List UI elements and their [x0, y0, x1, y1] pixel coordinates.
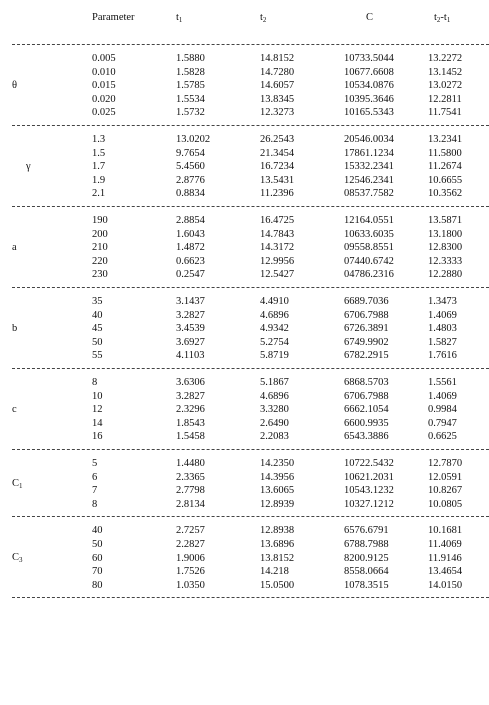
- cell-t2: 13.8152: [260, 552, 295, 564]
- cell-t2-minus-t1: 1.4803: [428, 323, 457, 335]
- table-header: [0, 12, 489, 26]
- table-row: [0, 580, 489, 593]
- cell-parameter: 0.015: [92, 80, 116, 92]
- cell-t2: 14.7843: [260, 228, 295, 240]
- cell-t2-minus-t1: 13.5871: [428, 215, 463, 226]
- cell-t2: 14.218: [260, 566, 289, 578]
- cell-t1: 0.2547: [176, 269, 205, 281]
- table-row: [0, 499, 489, 512]
- cell-t2-minus-t1: 12.0591: [428, 471, 463, 483]
- table-row: [0, 188, 489, 201]
- cell-c: 10327.1212: [344, 498, 394, 510]
- group-label: c: [12, 404, 17, 415]
- cell-t2: 5.2754: [260, 336, 289, 348]
- cell-c: 8200.9125: [344, 552, 389, 564]
- cell-c: 15332.2341: [344, 161, 394, 173]
- cell-t1: 3.4539: [176, 323, 205, 335]
- cell-parameter: 5: [92, 458, 98, 469]
- cell-t2-minus-t1: 10.6655: [428, 174, 463, 186]
- cell-t2-minus-t1: 12.7870: [428, 458, 463, 469]
- cell-t1: 0.6623: [176, 255, 205, 267]
- header-t1: $t_1$: [176, 12, 183, 24]
- cell-t1: 3.6306: [176, 377, 205, 388]
- cell-t2-minus-t1: 1.4069: [428, 390, 457, 402]
- cell-t1: 3.2827: [176, 390, 205, 402]
- cell-c: 6600.9935: [344, 417, 389, 429]
- table-row: [0, 175, 489, 188]
- cell-t1: 2.8134: [176, 498, 205, 510]
- cell-t2: 5.8719: [260, 350, 289, 362]
- cell-c: 6726.3891: [344, 323, 389, 335]
- cell-parameter: 1.9: [92, 174, 106, 186]
- group-divider: [12, 44, 489, 45]
- cell-t2-minus-t1: 11.4069: [428, 539, 462, 550]
- cell-parameter: 1.3: [92, 134, 106, 145]
- table-row: [0, 107, 489, 120]
- cell-t2: 14.3172: [260, 242, 295, 254]
- table-row: [0, 431, 489, 444]
- cell-t1: 1.6043: [176, 228, 205, 240]
- cell-parameter: 12: [92, 404, 103, 416]
- table-row: [0, 215, 489, 228]
- table-row: [0, 296, 489, 309]
- group-divider: [12, 206, 489, 207]
- cell-c: 10633.6035: [344, 228, 394, 240]
- cell-t2-minus-t1: 10.8267: [428, 485, 463, 497]
- table-row: [0, 485, 489, 498]
- cell-c: 17861.1234: [344, 147, 394, 159]
- cell-t1: 1.5828: [176, 66, 205, 78]
- cell-parameter: 70: [92, 566, 103, 578]
- cell-c: 6788.7988: [344, 539, 389, 550]
- cell-t1: 1.5458: [176, 431, 205, 443]
- cell-t2: 4.4910: [260, 296, 289, 307]
- cell-parameter: 8: [92, 377, 98, 388]
- cell-t2-minus-t1: 12.2880: [428, 269, 463, 281]
- table-row: [0, 404, 489, 417]
- cell-parameter: 0.025: [92, 107, 116, 119]
- cell-t1: 13.0202: [176, 134, 211, 145]
- cell-parameter: 50: [92, 336, 103, 348]
- cell-t2-minus-t1: 11.9146: [428, 552, 462, 564]
- cell-t1: 1.5732: [176, 107, 205, 119]
- cell-c: 07440.6742: [344, 255, 394, 267]
- cell-parameter: 10: [92, 390, 103, 402]
- cell-t2: 12.3273: [260, 107, 295, 119]
- cell-t2: 5.1867: [260, 377, 289, 388]
- cell-t2-minus-t1: 1.4069: [428, 309, 457, 321]
- cell-parameter: 40: [92, 525, 103, 537]
- cell-parameter: 230: [92, 269, 108, 281]
- cell-c: 12164.0551: [344, 215, 394, 226]
- cell-c: 20546.0034: [344, 134, 394, 145]
- cell-t1: 1.5534: [176, 93, 205, 105]
- cell-t2-minus-t1: 1.3473: [428, 296, 457, 307]
- cell-parameter: 190: [92, 215, 108, 226]
- cell-t2-minus-t1: 10.3562: [428, 188, 463, 200]
- cell-t1: 3.2827: [176, 309, 205, 321]
- cell-parameter: 14: [92, 417, 103, 429]
- cell-t2: 12.8938: [260, 525, 295, 537]
- cell-c: 6706.7988: [344, 309, 389, 321]
- cell-t2-minus-t1: 0.9984: [428, 404, 457, 416]
- cell-t1: 1.5880: [176, 53, 205, 64]
- header-parameter: Parameter: [92, 12, 135, 23]
- cell-parameter: 55: [92, 350, 103, 362]
- cell-parameter: 6: [92, 471, 98, 483]
- cell-t1: 1.9006: [176, 552, 205, 564]
- cell-t2: 21.3454: [260, 147, 295, 159]
- cell-t2: 2.6490: [260, 417, 289, 429]
- group-divider: [12, 125, 489, 126]
- table-row: [0, 458, 489, 471]
- cell-t2-minus-t1: 13.2272: [428, 53, 463, 64]
- table-row: [0, 418, 489, 431]
- group-divider: [12, 368, 489, 369]
- cell-t2: 14.8152: [260, 53, 295, 64]
- table-row: [0, 256, 489, 269]
- table-row: [0, 472, 489, 485]
- cell-t2-minus-t1: 0.7947: [428, 417, 457, 429]
- cell-c: 10395.3646: [344, 93, 394, 105]
- cell-t2-minus-t1: 12.2811: [428, 93, 462, 105]
- cell-parameter: 60: [92, 552, 103, 564]
- cell-t2-minus-t1: 1.5827: [428, 336, 457, 348]
- table-row: [0, 67, 489, 80]
- cell-parameter: 80: [92, 579, 103, 591]
- cell-parameter: 1.7: [92, 161, 106, 173]
- cell-t1: 3.1437: [176, 296, 205, 307]
- cell-t2-minus-t1: 11.7541: [428, 107, 462, 119]
- cell-t1: 2.3365: [176, 471, 205, 483]
- group-label: b: [12, 323, 18, 334]
- cell-t1: 1.4480: [176, 458, 205, 469]
- group-divider: [12, 597, 489, 598]
- cell-t1: 1.0350: [176, 579, 205, 591]
- cell-c: 12546.2341: [344, 174, 394, 186]
- cell-c: 10543.1232: [344, 485, 394, 497]
- cell-t1: 2.7798: [176, 485, 205, 497]
- cell-t2-minus-t1: 1.5561: [428, 377, 457, 388]
- cell-t1: 1.7526: [176, 566, 205, 578]
- cell-c: 6782.2915: [344, 350, 389, 362]
- cell-c: 6662.1054: [344, 404, 389, 416]
- cell-t2: 13.5431: [260, 174, 295, 186]
- cell-t1: 3.6927: [176, 336, 205, 348]
- table-row: [0, 377, 489, 390]
- cell-parameter: 50: [92, 539, 103, 550]
- table-row: [0, 53, 489, 66]
- group-label: $C_3$: [12, 552, 23, 565]
- cell-c: 1078.3515: [344, 579, 389, 591]
- table-row: [0, 310, 489, 323]
- cell-t2: 3.3280: [260, 404, 289, 416]
- table-row: [0, 161, 489, 174]
- cell-t2-minus-t1: 1.7616: [428, 350, 457, 362]
- cell-t2: 13.8345: [260, 93, 295, 105]
- cell-t2: 12.5427: [260, 269, 295, 281]
- cell-t1: 4.1103: [176, 350, 205, 362]
- cell-t2-minus-t1: 11.5800: [428, 147, 462, 159]
- table-row: [0, 525, 489, 538]
- cell-t1: 2.8854: [176, 215, 205, 226]
- cell-parameter: 0.020: [92, 93, 116, 105]
- cell-c: 09558.8551: [344, 242, 394, 254]
- cell-t1: 1.8543: [176, 417, 205, 429]
- cell-t1: 0.8834: [176, 188, 205, 200]
- cell-parameter: 0.010: [92, 66, 116, 78]
- cell-t2: 16.7234: [260, 161, 295, 173]
- header-t2-minus-t1: $t_2-t_1$: [434, 12, 451, 24]
- cell-t2-minus-t1: 11.2674: [428, 161, 462, 173]
- cell-t2: 16.4725: [260, 215, 295, 226]
- cell-c: 10733.5044: [344, 53, 394, 64]
- cell-t1: 2.8776: [176, 174, 205, 186]
- cell-parameter: 200: [92, 228, 108, 240]
- cell-t2: 4.6896: [260, 309, 289, 321]
- cell-parameter: 0.005: [92, 53, 116, 64]
- table-row: [0, 229, 489, 242]
- cell-t1: 1.4872: [176, 242, 205, 254]
- cell-t2: 11.2396: [260, 188, 294, 200]
- cell-c: 8558.0664: [344, 566, 389, 578]
- cell-parameter: 8: [92, 498, 98, 510]
- cell-c: 6868.5703: [344, 377, 389, 388]
- cell-c: 6749.9902: [344, 336, 389, 348]
- cell-c: 6576.6791: [344, 525, 389, 537]
- cell-t1: 2.7257: [176, 525, 205, 537]
- cell-parameter: 35: [92, 296, 103, 307]
- group-label: $C_1$: [12, 478, 23, 491]
- cell-parameter: 7: [92, 485, 98, 497]
- cell-t2-minus-t1: 14.0150: [428, 579, 463, 591]
- cell-parameter: 220: [92, 255, 108, 267]
- cell-parameter: 210: [92, 242, 108, 254]
- cell-t2: 13.6896: [260, 539, 295, 550]
- cell-t2: 13.6065: [260, 485, 295, 497]
- table-row: [0, 80, 489, 93]
- cell-parameter: 1.5: [92, 147, 106, 159]
- cell-t2: 4.9342: [260, 323, 289, 335]
- cell-c: 10621.2031: [344, 471, 394, 483]
- cell-t2: 15.0500: [260, 579, 295, 591]
- cell-t2: 14.2350: [260, 458, 295, 469]
- table-row: [0, 134, 489, 147]
- table-row: [0, 539, 489, 552]
- cell-t2-minus-t1: 13.1800: [428, 228, 463, 240]
- cell-c: 6543.3886: [344, 431, 389, 443]
- cell-parameter: 2.1: [92, 188, 106, 200]
- cell-parameter: 16: [92, 431, 103, 443]
- header-t2: $t_2$: [260, 12, 267, 24]
- table-row: [0, 148, 489, 161]
- table-row: [0, 391, 489, 404]
- cell-c: 6689.7036: [344, 296, 389, 307]
- cell-t2: 26.2543: [260, 134, 295, 145]
- cell-t1: 2.3296: [176, 404, 205, 416]
- cell-t2: 14.6057: [260, 80, 295, 92]
- cell-parameter: 45: [92, 323, 103, 335]
- table-row: [0, 350, 489, 363]
- group-label: a: [12, 242, 17, 253]
- cell-c: 04786.2316: [344, 269, 394, 281]
- cell-t2-minus-t1: 13.0272: [428, 80, 463, 92]
- cell-parameter: 40: [92, 309, 103, 321]
- cell-t2-minus-t1: 13.2341: [428, 134, 463, 145]
- cell-c: 10534.0876: [344, 80, 394, 92]
- cell-t2: 2.2083: [260, 431, 289, 443]
- table-row: [0, 323, 489, 336]
- cell-c: 10677.6608: [344, 66, 394, 78]
- cell-c: 10165.5343: [344, 107, 394, 119]
- table-row: [0, 337, 489, 350]
- table-row: [0, 242, 489, 255]
- cell-t2: 12.8939: [260, 498, 295, 510]
- cell-t1: 9.7654: [176, 147, 205, 159]
- cell-c: 6706.7988: [344, 390, 389, 402]
- group-label: θ: [12, 80, 18, 91]
- header-c: C: [366, 12, 374, 23]
- group-label: γ: [26, 161, 31, 172]
- cell-t2-minus-t1: 12.8300: [428, 242, 463, 254]
- cell-t1: 2.2827: [176, 539, 205, 550]
- cell-t2: 14.3956: [260, 471, 295, 483]
- table-row: [0, 269, 489, 282]
- table-row: [0, 553, 489, 566]
- cell-c: 10722.5432: [344, 458, 394, 469]
- cell-t2: 14.7280: [260, 66, 295, 78]
- cell-t1: 1.5785: [176, 80, 205, 92]
- cell-t2-minus-t1: 0.6625: [428, 431, 457, 443]
- cell-t2-minus-t1: 10.1681: [428, 525, 463, 537]
- cell-t1: 5.4560: [176, 161, 205, 173]
- cell-t2-minus-t1: 12.3333: [428, 255, 463, 267]
- cell-t2-minus-t1: 13.4654: [428, 566, 463, 578]
- cell-t2: 12.9956: [260, 255, 295, 267]
- group-divider: [12, 449, 489, 450]
- table-row: [0, 94, 489, 107]
- cell-t2-minus-t1: 10.0805: [428, 498, 463, 510]
- cell-t2-minus-t1: 13.1452: [428, 66, 463, 78]
- cell-t2: 4.6896: [260, 390, 289, 402]
- group-divider: [12, 287, 489, 288]
- table-row: [0, 566, 489, 579]
- cell-c: 08537.7582: [344, 188, 394, 200]
- group-divider: [12, 516, 489, 517]
